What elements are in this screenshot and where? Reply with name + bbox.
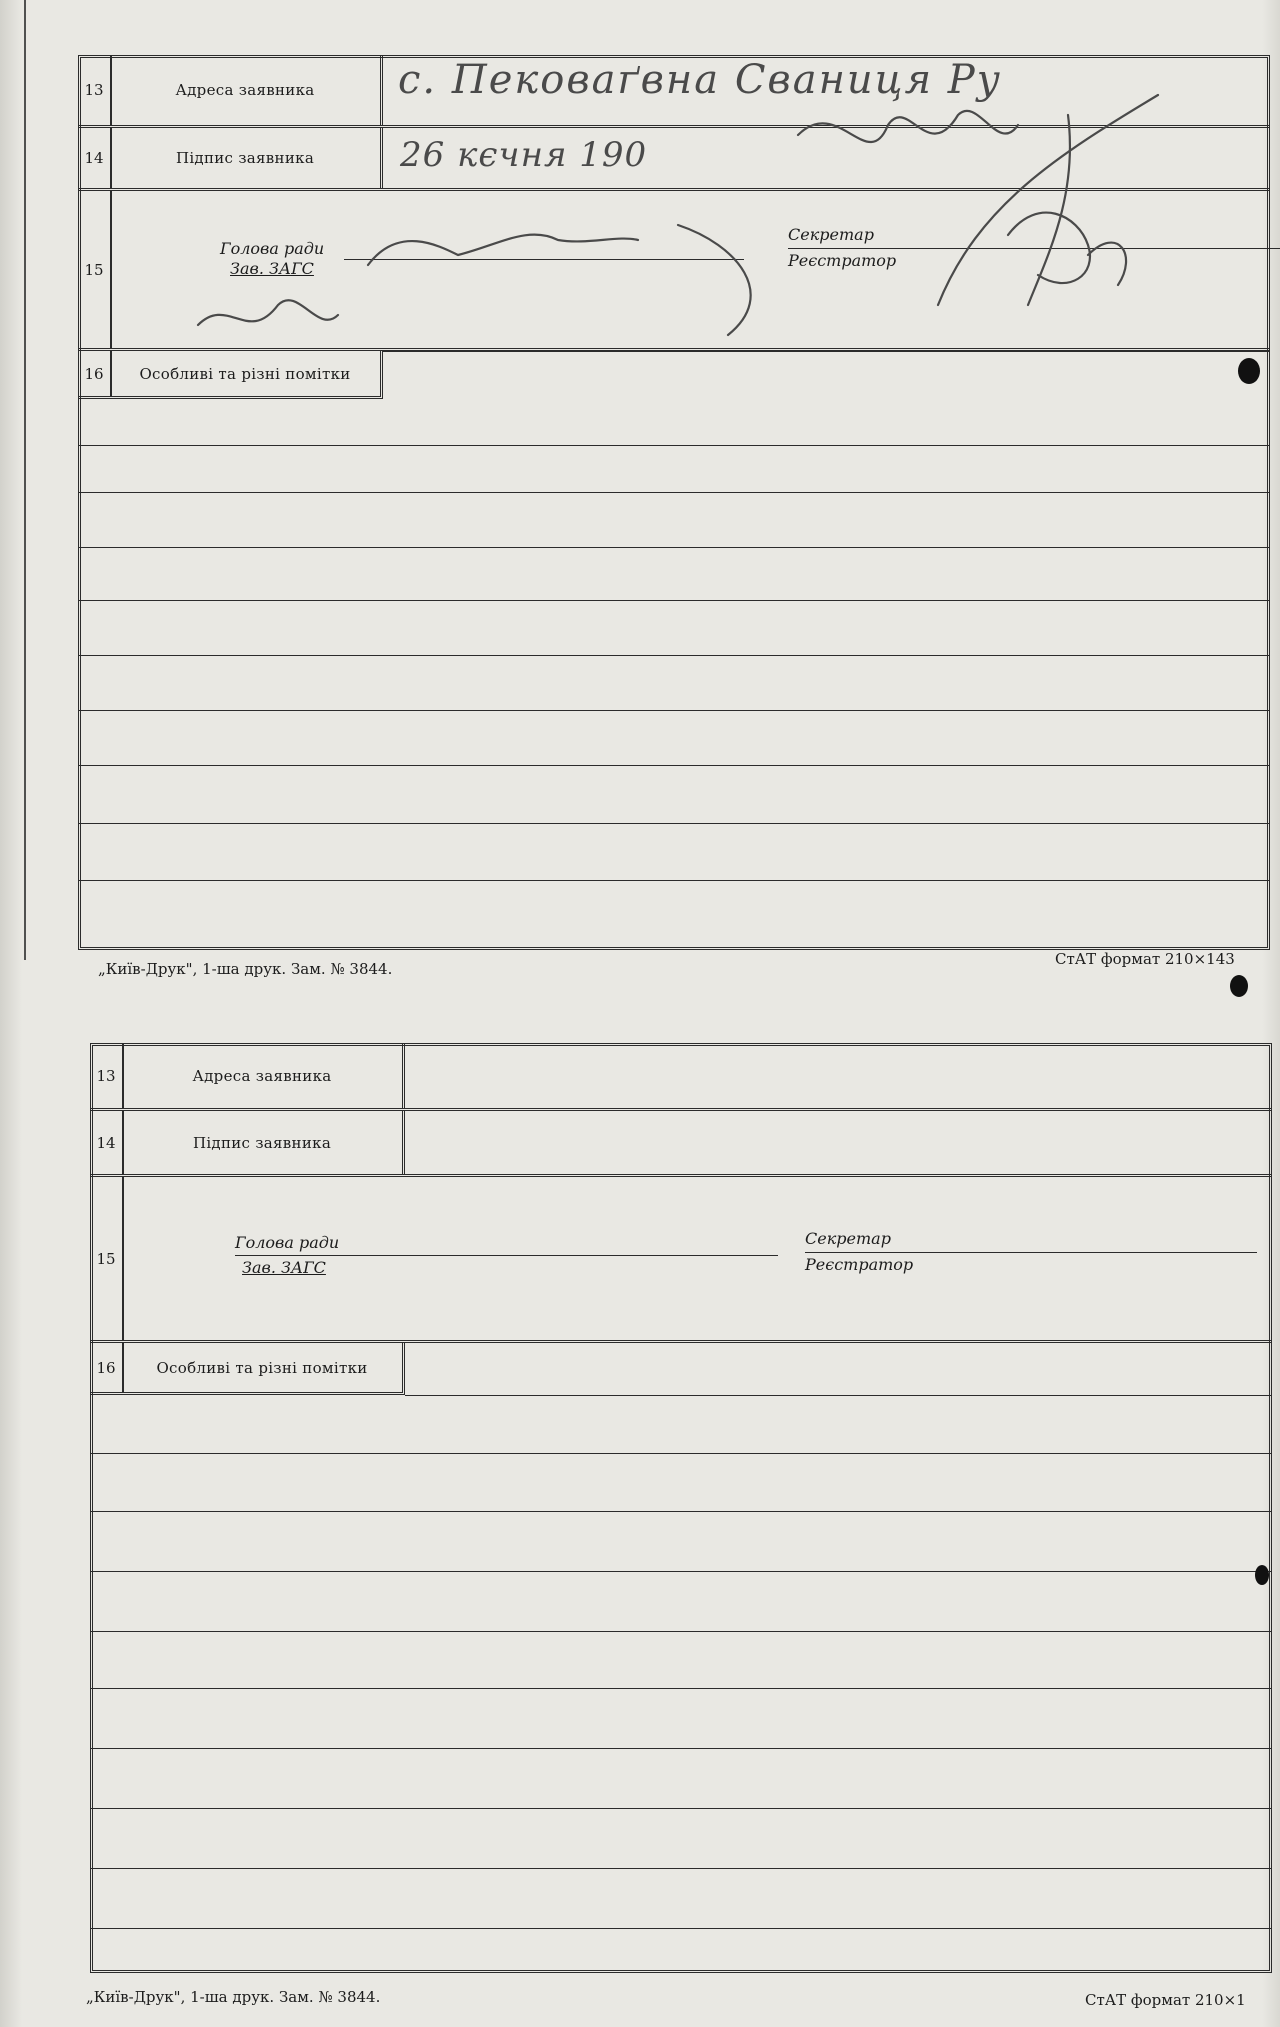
registrar-label: Реєстратор — [788, 251, 897, 270]
note-line — [78, 600, 1270, 601]
row-number: 14 — [78, 128, 112, 188]
label-applicant-signature: Підпис заявника — [110, 128, 383, 188]
note-line — [90, 1571, 1272, 1572]
note-line — [90, 1748, 1272, 1749]
page-edge — [0, 0, 22, 2027]
note-line — [78, 492, 1270, 493]
row-number: 14 — [90, 1111, 124, 1174]
note-line — [90, 1631, 1272, 1632]
note-line — [90, 1808, 1272, 1809]
secretary-label: Секретар — [788, 225, 874, 244]
row-number: 13 — [78, 55, 112, 125]
ink-blot — [1255, 1565, 1269, 1585]
note-line — [90, 1511, 1272, 1512]
chairman-label: Голова ради — [220, 239, 325, 258]
row-number: 16 — [78, 351, 112, 396]
note-line — [90, 1453, 1272, 1454]
row-number: 16 — [90, 1343, 124, 1392]
row-15 — [90, 1177, 1272, 1343]
format-note: СтАТ формат 210×143 — [1055, 950, 1235, 968]
row-16 — [78, 351, 383, 399]
printer-imprint: „Київ-Друк", 1-ша друк. Зам. № 3844. — [98, 960, 393, 978]
form-bottom — [86, 1043, 1272, 2009]
note-line — [78, 823, 1270, 824]
secretary-label: Секретар — [805, 1229, 891, 1248]
label-special-notes: Особливі та різні помітки — [156, 1358, 368, 1377]
note-line — [90, 1688, 1272, 1689]
notes-top-rule — [405, 1395, 1272, 1396]
note-line — [78, 880, 1270, 881]
printer-imprint: „Київ-Друк", 1-ша друк. Зам. № 3844. — [86, 1988, 381, 2006]
registry-head-label: Зав. ЗАГС — [242, 1258, 326, 1277]
row-16 — [90, 1343, 405, 1395]
signature-scribbles — [78, 55, 1270, 355]
secretary-signature-line — [805, 1252, 1257, 1253]
row-number: 15 — [90, 1177, 124, 1340]
binding-fold — [24, 0, 26, 960]
label-applicant-signature: Підпис заявника — [122, 1111, 405, 1174]
label-applicant-address: Адреса заявника — [110, 55, 383, 125]
ink-blot — [1230, 975, 1248, 997]
note-line — [90, 1868, 1272, 1869]
format-note: СтАТ формат 210×1 — [1085, 1991, 1246, 2009]
row-13 — [90, 1043, 1272, 1111]
chairman-signature-line — [235, 1255, 778, 1256]
registry-head-label: Зав. ЗАГС — [230, 259, 314, 278]
note-line — [78, 445, 1270, 446]
registrar-label: Реєстратор — [805, 1255, 914, 1274]
handwritten-address: с. Пековаґвна Сваниця Ру — [398, 57, 1002, 103]
note-line — [90, 1928, 1272, 1929]
ink-blot — [1238, 358, 1260, 384]
chairman-label: Голова ради — [235, 1233, 340, 1252]
handwritten-date: 26 кєчня 190 — [400, 135, 648, 175]
row-number: 13 — [90, 1043, 124, 1108]
row-14 — [90, 1111, 1272, 1177]
note-line — [78, 655, 1270, 656]
label-special-notes: Особливі та різні помітки — [139, 364, 351, 383]
label-applicant-address: Адреса заявника — [122, 1043, 405, 1108]
note-line — [78, 547, 1270, 548]
note-line — [78, 765, 1270, 766]
row-number: 15 — [78, 191, 112, 348]
form-top — [78, 55, 1270, 978]
note-line — [78, 710, 1270, 711]
